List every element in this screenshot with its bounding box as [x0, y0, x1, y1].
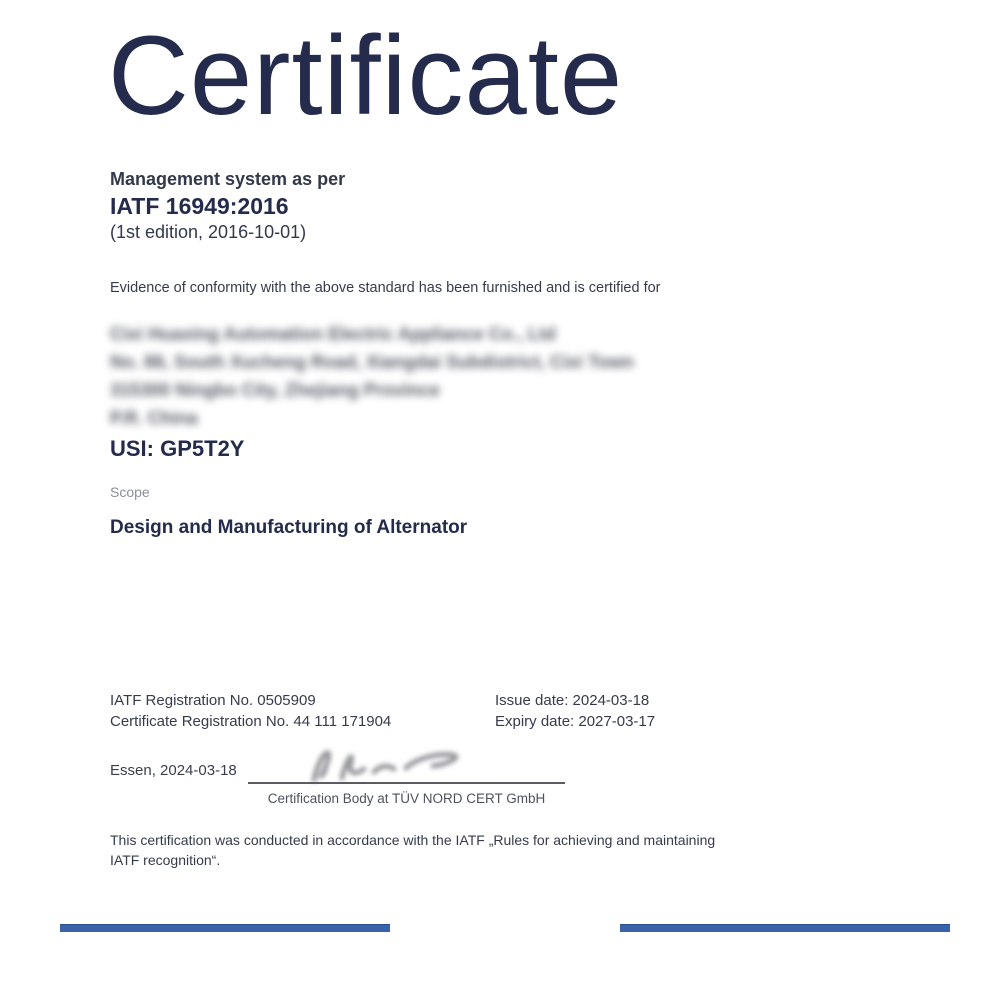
- accent-bar-left: [60, 924, 390, 932]
- place-and-date: Essen, 2024-03-18: [110, 762, 237, 779]
- standard-intro: Management system as per: [110, 169, 346, 189]
- footnote-line-1: This certification was conducted in accordance with the IATF „Rules for achieving and maintaining: [110, 832, 716, 848]
- accent-bar-right: [620, 924, 950, 932]
- blurred-company-line: No. 88, South Xucheng Road, Xiangdai Subdistrict, Cixi Town: [110, 352, 634, 372]
- standard-name: IATF 16949:2016: [110, 193, 289, 219]
- registration-block: [110, 690, 391, 732]
- certification-body-label: Certification Body at TÜV NORD CERT GmbH: [267, 791, 546, 806]
- evidence-statement: Evidence of conformity with the above standard has been furnished and is certified for: [110, 280, 661, 296]
- issue-date: Issue date: 2024-03-18: [495, 692, 650, 709]
- footnote: [110, 830, 750, 870]
- blurred-company-line: Cixi Huaxing Automation Electric Appliance Co., Ltd: [110, 324, 556, 344]
- footnote-line-2: IATF recognition“.: [110, 852, 221, 868]
- iatf-registration-no: IATF Registration No. 0505909: [110, 692, 316, 709]
- blurred-company-line: 315300 Ningbo City, Zhejiang Province: [110, 380, 440, 400]
- signature-line: [248, 782, 565, 784]
- blurred-company-block: [110, 320, 750, 432]
- expiry-date: Expiry date: 2027-03-17: [495, 713, 656, 730]
- scope-label: Scope: [110, 484, 150, 500]
- certificate-registration-no: Certificate Registration No. 44 111 171904: [110, 713, 392, 730]
- blurred-company-line: P.R. China: [110, 408, 198, 428]
- dates-block: [495, 690, 655, 732]
- standard-edition: (1st edition, 2016-10-01): [110, 222, 307, 242]
- scope-value: Design and Manufacturing of Alternator: [110, 517, 468, 538]
- signature-scribble-icon: [290, 738, 475, 786]
- page-title: Certificate: [108, 13, 624, 138]
- usi-code: USI: GP5T2Y: [110, 436, 245, 461]
